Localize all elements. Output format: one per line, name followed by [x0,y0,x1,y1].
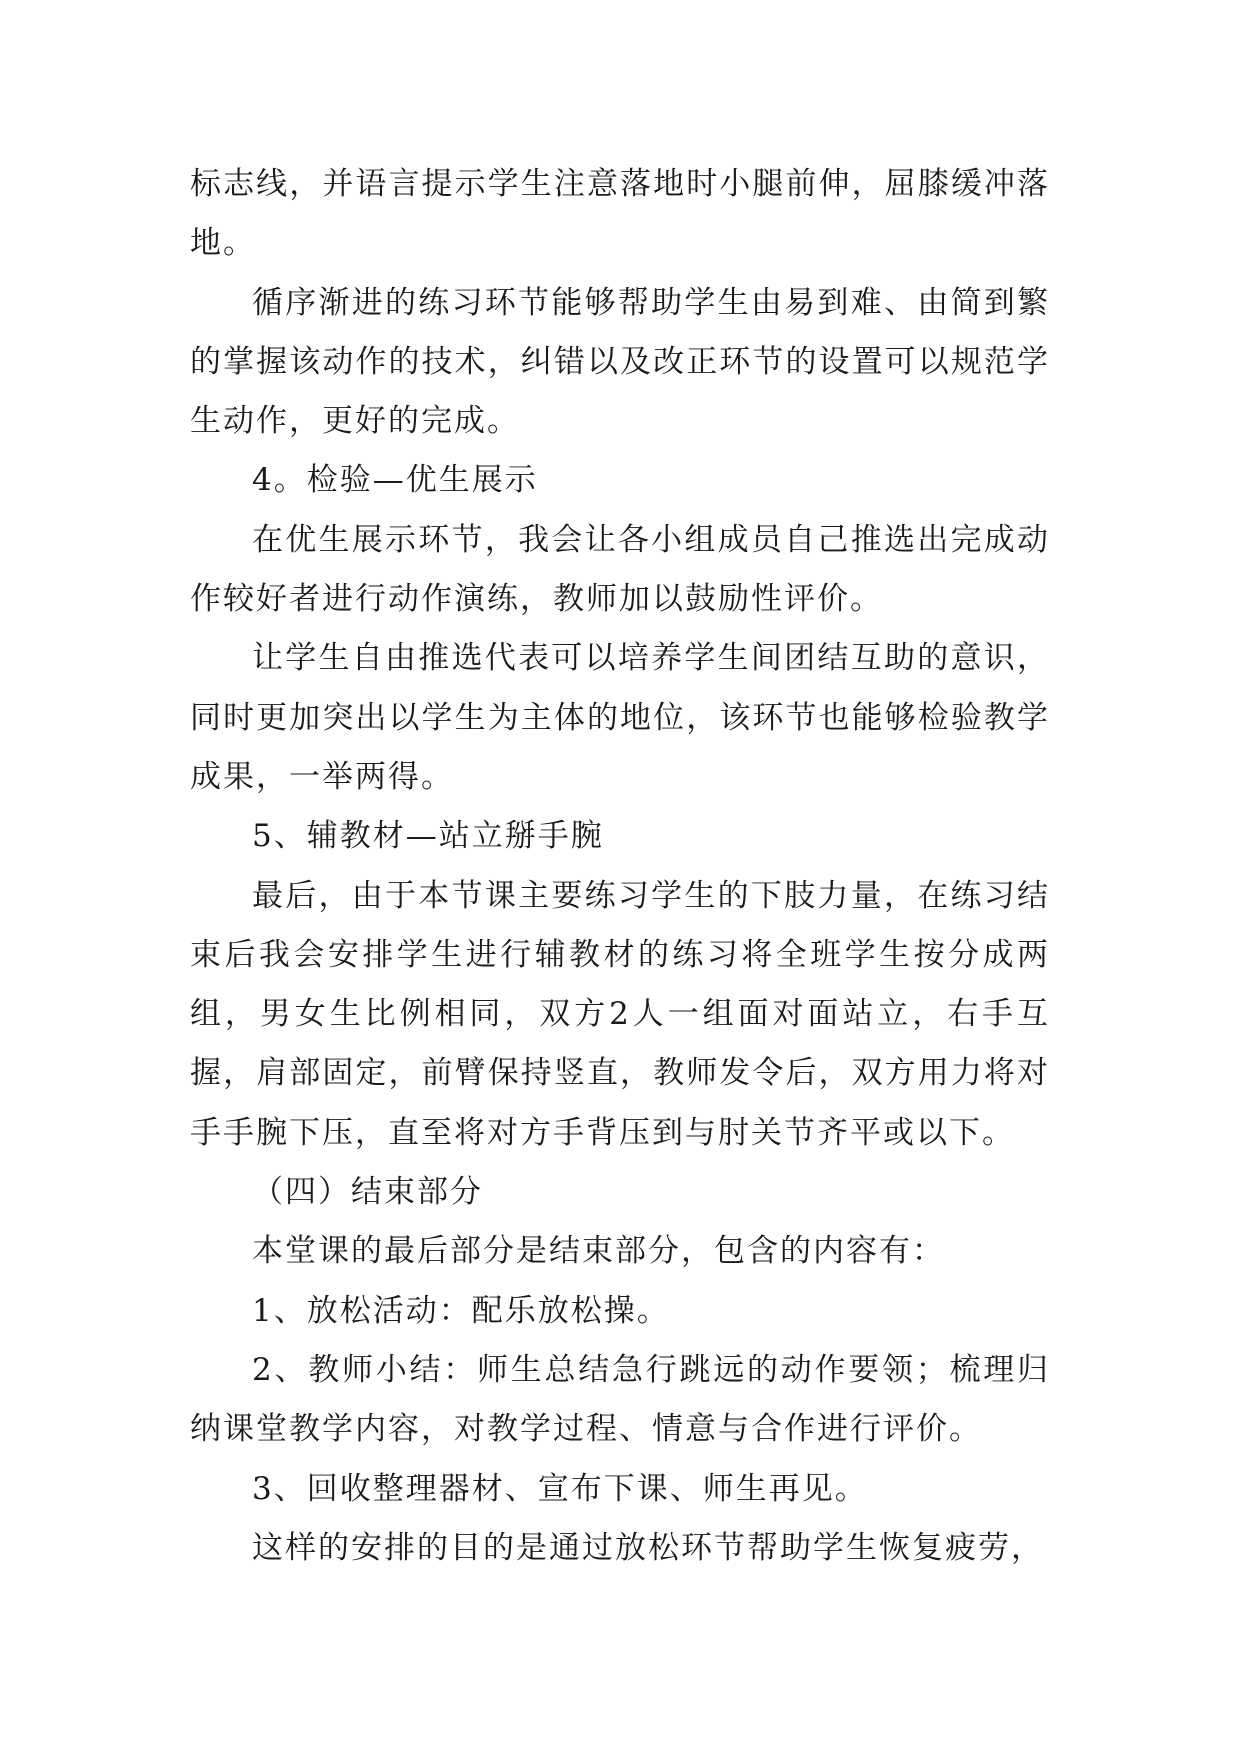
paragraph-4: 让学生自由推选代表可以培养学生间团结互助的意识，同时更加突出以学生为主体的地位，该环节也能够检验教学成果，一举两得。 [190,640,1050,795]
section-heading-4: 4。检验—优生展示 [252,462,538,499]
paragraph-5: 最后，由于本节课主要练习学生的下肢力量，在练习结束后我会安排学生进行辅教材的练习将全班学生按分成两组，男女生比例相同，双方2人一组面对面站立，右手互握，肩部固定，前臂保持竖直，教师发令后，双方用力将对手手腕下压，直至将对方手背压到与肘关节齐平或以下。 [190,877,1050,1151]
paragraph-3: 在优生展示环节，我会让各小组成员自己推选出完成动作较好者进行动作演练，教师加以鼓励性评价。 [190,521,1050,618]
document-body [190,155,1050,1578]
paragraph-7: 这样的安排的目的是通过放松环节帮助学生恢复疲劳， [252,1529,1044,1566]
paragraph-1: 标志线，并语言提示学生注意落地时小腿前伸，屈膝缓冲落地。 [190,166,1050,262]
paragraph-2: 循序渐进的练习环节能够帮助学生由易到难、由简到繁的掌握该动作的技术，纠错以及改正环节的设置可以规范学生动作，更好的完成。 [190,284,1050,440]
paragraph-6: 本堂课的最后部分是结束部分，包含的内容有： [252,1233,945,1270]
list-item-2: 2、教师小结：师生总结急行跳远的动作要领；梳理归纳课堂教学内容，对教学过程、情意与合作进行评价。 [190,1351,1050,1448]
list-item-1: 1、放松活动：配乐放松操。 [252,1292,670,1329]
section-heading-5: 5、辅教材—站立掰手腕 [252,818,604,855]
list-item-3: 3、回收整理器材、宣布下课、师生再见。 [252,1470,868,1507]
section-heading-closing: （四）结束部分 [252,1174,483,1211]
